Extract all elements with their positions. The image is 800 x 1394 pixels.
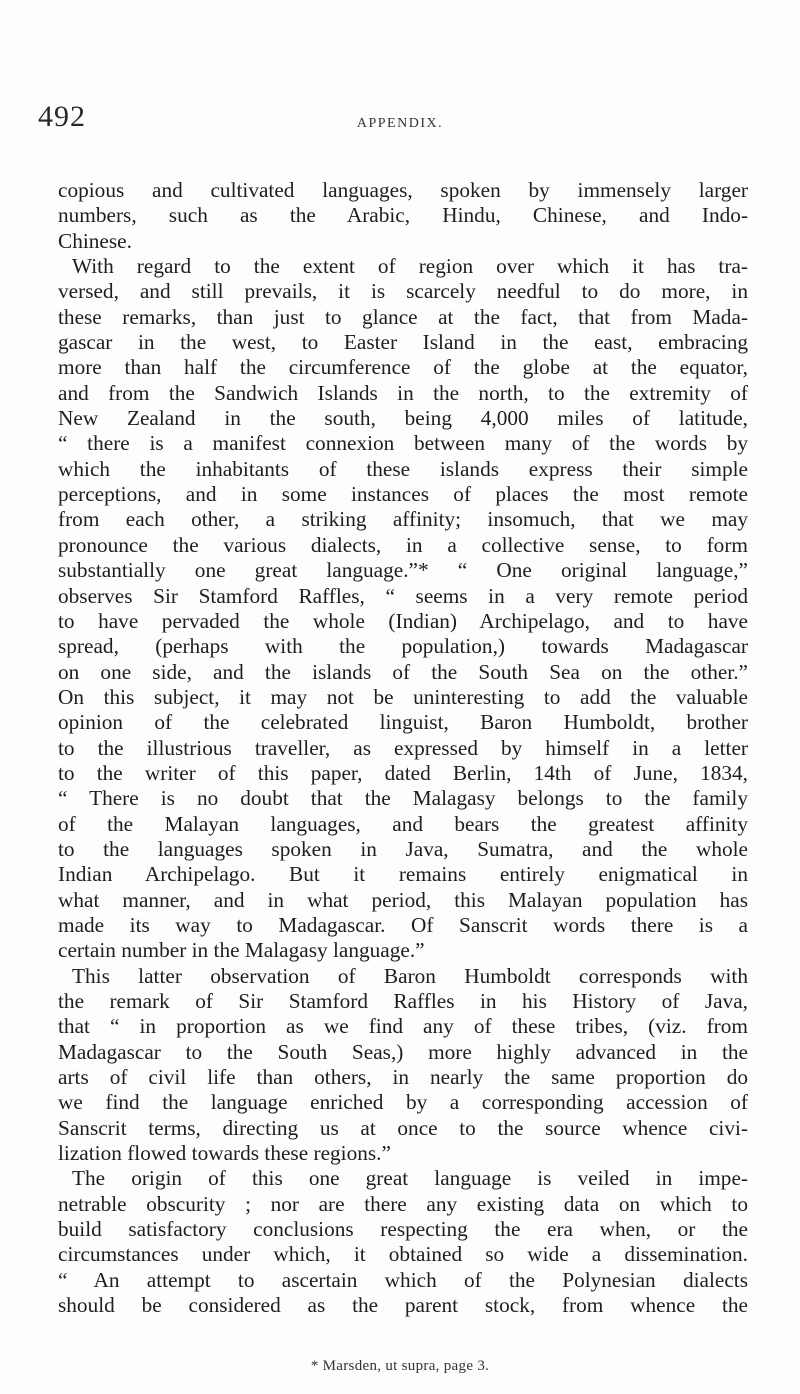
text-line: on one side, and the islands of the South Sea on the other.” (58, 659, 748, 684)
text-line: made its way to Madagascar. Of Sanscrit words there is a (58, 912, 748, 937)
text-line: perceptions, and in some instances of places the most remote (58, 482, 748, 507)
text-line: numbers, such as the Arabic, Hindu, Chinese, and Indo- (58, 203, 748, 228)
text-line: that “ in proportion as we find any of these tribes, (viz. from (58, 1014, 748, 1039)
text-line: more than half the circumference of the globe at the equator, (58, 355, 748, 380)
text-line: lization flowed towards these regions.” (58, 1141, 391, 1166)
text-line: we find the language enriched by a corresponding accession of (58, 1090, 748, 1115)
text-line: spread, (perhaps with the population,) towards Madagascar (58, 634, 748, 659)
text-line: should be considered as the parent stock, from whence the (58, 1293, 748, 1318)
text-line: Madagascar to the South Seas,) more highly advanced in the (58, 1039, 748, 1064)
text-line: versed, and still prevails, it is scarcely needful to do more, in (58, 279, 748, 304)
text-line: the remark of Sir Stamford Raffles in his History of Java, (58, 989, 748, 1013)
text-line: from each other, a striking affinity; insomuch, that we may (58, 507, 748, 532)
footnote: * Marsden, ut supra, page 3. (310, 1358, 490, 1374)
body-text (58, 178, 748, 1318)
text-line: which the inhabitants of these islands express their simple (58, 456, 748, 481)
text-line: certain number in the Malagasy language.” (58, 938, 425, 963)
text-line: opinion of the celebrated linguist, Baron Humboldt, brother (58, 710, 748, 735)
text-line: gascar in the west, to Easter Island in the east, embracing (58, 330, 748, 355)
text-line: On this subject, it may not be uninteresting to add the valuable (58, 684, 748, 709)
text-line: and from the Sandwich Islands in the north, to the extremity of (58, 380, 748, 405)
text-line: The origin of this one great language is veiled in impe- (72, 1166, 748, 1191)
text-line: copious and cultivated languages, spoken by immensely larger (58, 178, 748, 202)
text-line: to the illustrious traveller, as expressed by himself in a letter (58, 735, 748, 760)
text-line: Sanscrit terms, directing us at once to the source whence civi- (58, 1115, 748, 1140)
text-line: build satisfactory conclusions respecting the era when, or the (58, 1217, 748, 1242)
text-line: “ there is a manifest connexion between many of the words by (58, 431, 748, 456)
text-line: to the writer of this paper, dated Berlin, 14th of June, 1834, (58, 760, 748, 785)
text-line: With regard to the extent of region over which it has tra- (72, 254, 748, 279)
running-head: APPENDIX. (356, 116, 444, 131)
text-line: pronounce the various dialects, in a collective sense, to form (58, 532, 748, 557)
text-line: to have pervaded the whole (Indian) Archipelago, and to have (58, 608, 748, 633)
text-line: netrable obscurity ; nor are there any existing data on which to (58, 1191, 748, 1216)
text-line: “ An attempt to ascertain which of the Polynesian dialects (58, 1267, 748, 1292)
text-line: Chinese. (58, 228, 132, 253)
text-line: what manner, and in what period, this Malayan population has (58, 887, 748, 912)
text-line: “ There is no doubt that the Malagasy belongs to the family (58, 786, 748, 811)
text-line: New Zealand in the south, being 4,000 miles of latitude, (58, 406, 748, 431)
page-number: 492 (38, 100, 86, 133)
text-line: to the languages spoken in Java, Sumatra, and the whole (58, 836, 748, 861)
text-line: substantially one great language.”* “ One original language,” (58, 558, 748, 583)
text-line: arts of civil life than others, in nearly the same proportion do (58, 1065, 748, 1090)
text-line: of the Malayan languages, and bears the greatest affinity (58, 811, 748, 836)
text-line: circumstances under which, it obtained so wide a dissemination. (58, 1242, 748, 1267)
text-line: This latter observation of Baron Humboldt corresponds with (72, 963, 748, 988)
text-line: these remarks, than just to glance at the fact, that from Mada- (58, 304, 748, 329)
text-line: Indian Archipelago. But it remains entirely enigmatical in (58, 862, 748, 887)
text-line: observes Sir Stamford Raffles, “ seems in a very remote period (58, 583, 748, 608)
